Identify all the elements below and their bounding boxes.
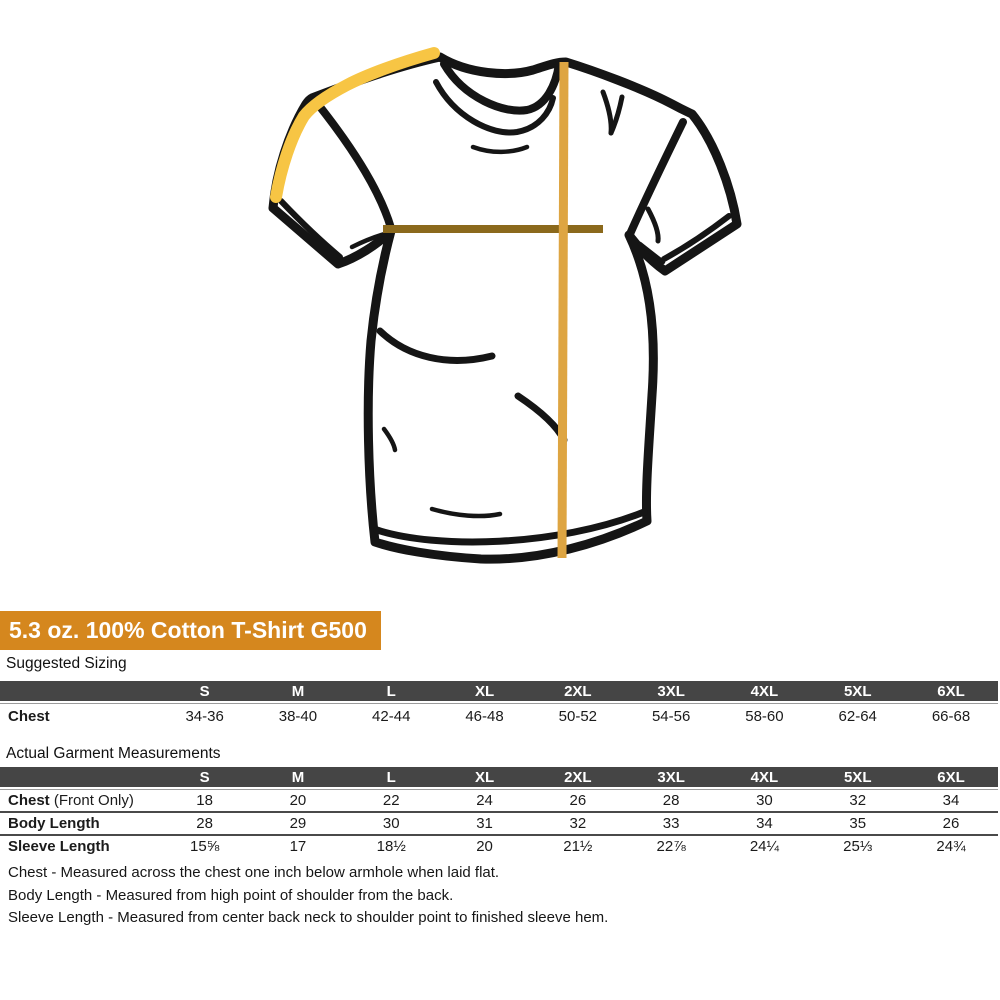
measurement-footnotes bbox=[8, 862, 608, 930]
product-title-banner: 5.3 oz. 100% Cotton T-Shirt G500 bbox=[0, 611, 381, 650]
col-header-xl: XL bbox=[474, 682, 495, 700]
value-cell: 30 bbox=[756, 792, 773, 809]
value-cell: 32 bbox=[569, 815, 587, 832]
col-header-3xl: 3XL bbox=[657, 768, 685, 786]
table-row bbox=[0, 813, 998, 834]
value-cell: 24 bbox=[476, 792, 493, 809]
col-header-s: S bbox=[199, 682, 210, 700]
value-cell: 18½ bbox=[376, 838, 406, 855]
value-cell: 62-64 bbox=[838, 708, 877, 725]
col-header-l: L bbox=[386, 682, 396, 700]
value-cell: 33 bbox=[662, 815, 680, 832]
value-cell: 46-48 bbox=[465, 708, 504, 725]
row-label-bold: Body Length bbox=[8, 815, 100, 832]
col-header-l: L bbox=[386, 768, 396, 786]
col-header-2xl: 2XL bbox=[564, 682, 592, 700]
col-header-4xl: 4XL bbox=[750, 682, 779, 700]
value-cell: 15⅝ bbox=[190, 838, 220, 855]
value-cell: 34-36 bbox=[185, 708, 224, 725]
suggested-sizing-label: Suggested Sizing bbox=[6, 655, 127, 672]
table-row bbox=[0, 704, 998, 729]
col-header-4xl: 4XL bbox=[750, 768, 779, 786]
col-header-3xl: 3XL bbox=[657, 682, 685, 700]
footnote-sleeve-length: Sleeve Length - Measured from center back neck to shoulder point to finished sleeve hem. bbox=[8, 909, 609, 926]
table-row bbox=[0, 790, 998, 811]
value-cell: 31 bbox=[476, 815, 493, 832]
table-header-row bbox=[0, 681, 998, 701]
value-cell: 17 bbox=[289, 838, 307, 855]
value-cell: 25⅓ bbox=[843, 838, 873, 855]
value-cell: 29 bbox=[289, 815, 307, 832]
row-label bbox=[0, 792, 158, 809]
col-header-2xl: 2XL bbox=[564, 768, 592, 786]
row-label-bold: Chest bbox=[8, 792, 50, 809]
row-label bbox=[0, 708, 158, 725]
value-cell: 58-60 bbox=[745, 708, 784, 725]
suggested-sizing-table bbox=[0, 681, 998, 729]
col-header-xl: XL bbox=[474, 768, 495, 786]
value-cell: 20 bbox=[476, 838, 493, 855]
value-cell: 26 bbox=[569, 792, 587, 809]
table-row bbox=[0, 836, 998, 857]
table-body bbox=[0, 704, 998, 729]
row-label bbox=[0, 815, 158, 832]
table-header-row bbox=[0, 767, 998, 787]
value-cell: 34 bbox=[942, 792, 960, 809]
value-cell: 30 bbox=[382, 815, 400, 832]
value-cell: 22⅞ bbox=[656, 838, 686, 855]
row-label-rest: (Front Only) bbox=[49, 792, 134, 809]
row-label-bold: Sleeve Length bbox=[8, 838, 110, 855]
table-body bbox=[0, 790, 998, 857]
row-label-bold: Chest bbox=[8, 708, 50, 725]
value-cell: 32 bbox=[849, 792, 867, 809]
garment-measurements-label: Actual Garment Measurements bbox=[6, 745, 221, 762]
value-cell: 54-56 bbox=[651, 708, 691, 725]
col-header-6xl: 6XL bbox=[937, 768, 965, 786]
col-header-s: S bbox=[199, 768, 210, 786]
value-cell: 20 bbox=[289, 792, 307, 809]
value-cell: 21½ bbox=[563, 838, 593, 855]
body-length-line bbox=[562, 62, 564, 558]
value-cell: 50-52 bbox=[558, 708, 598, 725]
garment-measurements-table bbox=[0, 767, 998, 857]
value-cell: 66-68 bbox=[931, 708, 971, 725]
col-header-5xl: 5XL bbox=[843, 768, 872, 786]
value-cell: 24¾ bbox=[936, 838, 966, 855]
value-cell: 24¼ bbox=[749, 838, 780, 855]
value-cell: 28 bbox=[662, 792, 680, 809]
col-header-6xl: 6XL bbox=[937, 682, 965, 700]
col-header-m: M bbox=[291, 682, 305, 700]
footnote-body-length: Body Length - Measured from high point of shoulder from the back. bbox=[8, 886, 454, 904]
value-cell: 42-44 bbox=[372, 708, 411, 725]
footnote-chest: Chest - Measured across the chest one inch below armhole when laid flat. bbox=[8, 864, 500, 881]
row-label bbox=[0, 838, 158, 855]
value-cell: 28 bbox=[196, 815, 213, 832]
col-header-5xl: 5XL bbox=[843, 682, 872, 700]
value-cell: 22 bbox=[382, 792, 400, 809]
value-cell: 26 bbox=[942, 815, 960, 832]
value-cell: 38-40 bbox=[278, 708, 318, 725]
value-cell: 34 bbox=[756, 815, 773, 832]
value-cell: 18 bbox=[196, 792, 213, 809]
col-header-m: M bbox=[291, 768, 305, 786]
value-cell: 35 bbox=[849, 815, 867, 832]
